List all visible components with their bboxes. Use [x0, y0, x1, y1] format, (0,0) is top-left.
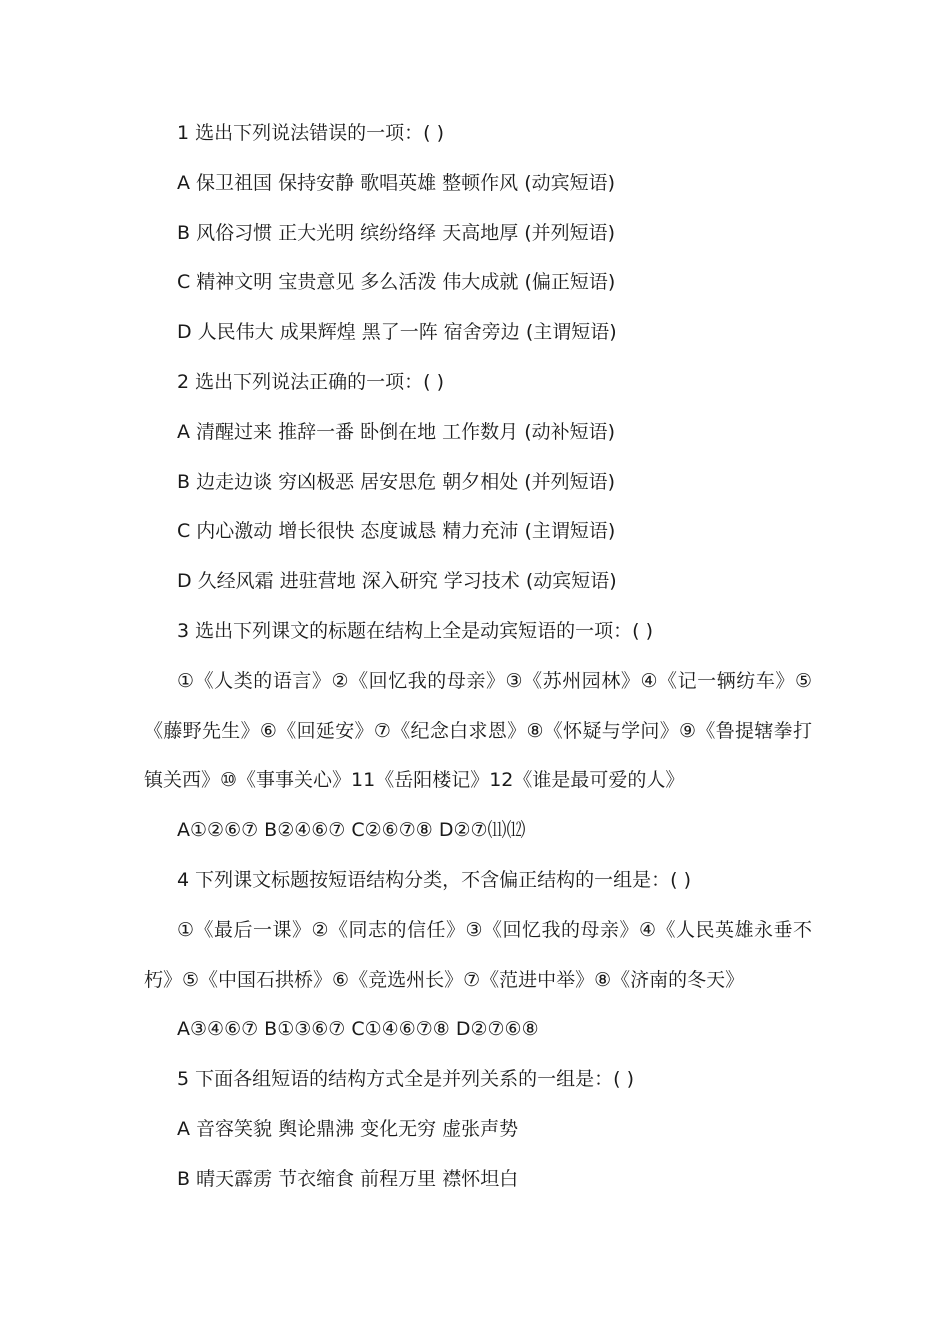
question-2-option-c: C 内心激动 增长很快 态度诚恳 精力充沛 (主谓短语): [177, 520, 616, 543]
question-1-option-d: D 人民伟大 成果辉煌 黑了一阵 宿舍旁边 (主谓短语): [177, 321, 617, 344]
question-5-stem: 5 下面各组短语的结构方式全是并列关系的一组是：( ): [177, 1068, 634, 1091]
question-5-option-a: A 音容笑貌 舆论鼎沸 变化无穷 虚张声势: [177, 1117, 519, 1140]
question-3-titles: ①《人类的语言》②《回忆我的母亲》③《苏州园林》④《记一辆纺车》⑤《藤野先生》⑥《回延安》⑦《纪念白求恩》⑧《怀疑与学问》⑨《鲁提辖拳打镇关西》⑩《事事关心》11《岳阳楼记》12《谁是最可爱的人》: [144, 669, 812, 792]
question-2-stem: 2 选出下列说法正确的一项：( ): [177, 370, 444, 393]
question-4-titles: ①《最后一课》②《同志的信任》③《回忆我的母亲》④《人民英雄永垂不朽》⑤《中国石拱桥》⑥《竞选州长》⑦《范进中举》⑧《济南的冬天》: [144, 918, 812, 991]
question-5-option-b: B 晴天霹雳 节衣缩食 前程万里 襟怀坦白: [177, 1167, 519, 1190]
question-2-option-a: A 清醒过来 推辞一番 卧倒在地 工作数月 (动补短语): [177, 420, 616, 443]
question-4-stem: 4 下列课文标题按短语结构分类，不含偏正结构的一组是：( ): [177, 868, 691, 891]
document-body: [144, 109, 812, 1205]
question-4-options: A③④⑥⑦ B①③⑥⑦ C①④⑥⑦⑧ D②⑦⑥⑧: [177, 1018, 539, 1041]
question-3-stem: 3 选出下列课文的标题在结构上全是动宾短语的一项：( ): [177, 619, 653, 642]
question-2-option-d: D 久经风霜 进驻营地 深入研究 学习技术 (动宾短语): [177, 570, 617, 593]
question-1-option-b: B 风俗习惯 正大光明 缤纷络绎 天高地厚 (并列短语): [177, 221, 616, 244]
question-1-option-a: A 保卫祖国 保持安静 歌唱英雄 整顿作风 (动宾短语): [177, 171, 616, 194]
question-3-options: A①②⑥⑦ B②④⑥⑦ C②⑥⑦⑧ D②⑦⑾⑿: [177, 819, 526, 842]
question-1-option-c: C 精神文明 宝贵意见 多么活泼 伟大成就 (偏正短语): [177, 271, 616, 294]
question-2-option-b: B 边走边谈 穷凶极恶 居安思危 朝夕相处 (并列短语): [177, 470, 616, 493]
question-1-stem: 1 选出下列说法错误的一项：( ): [177, 122, 444, 144]
